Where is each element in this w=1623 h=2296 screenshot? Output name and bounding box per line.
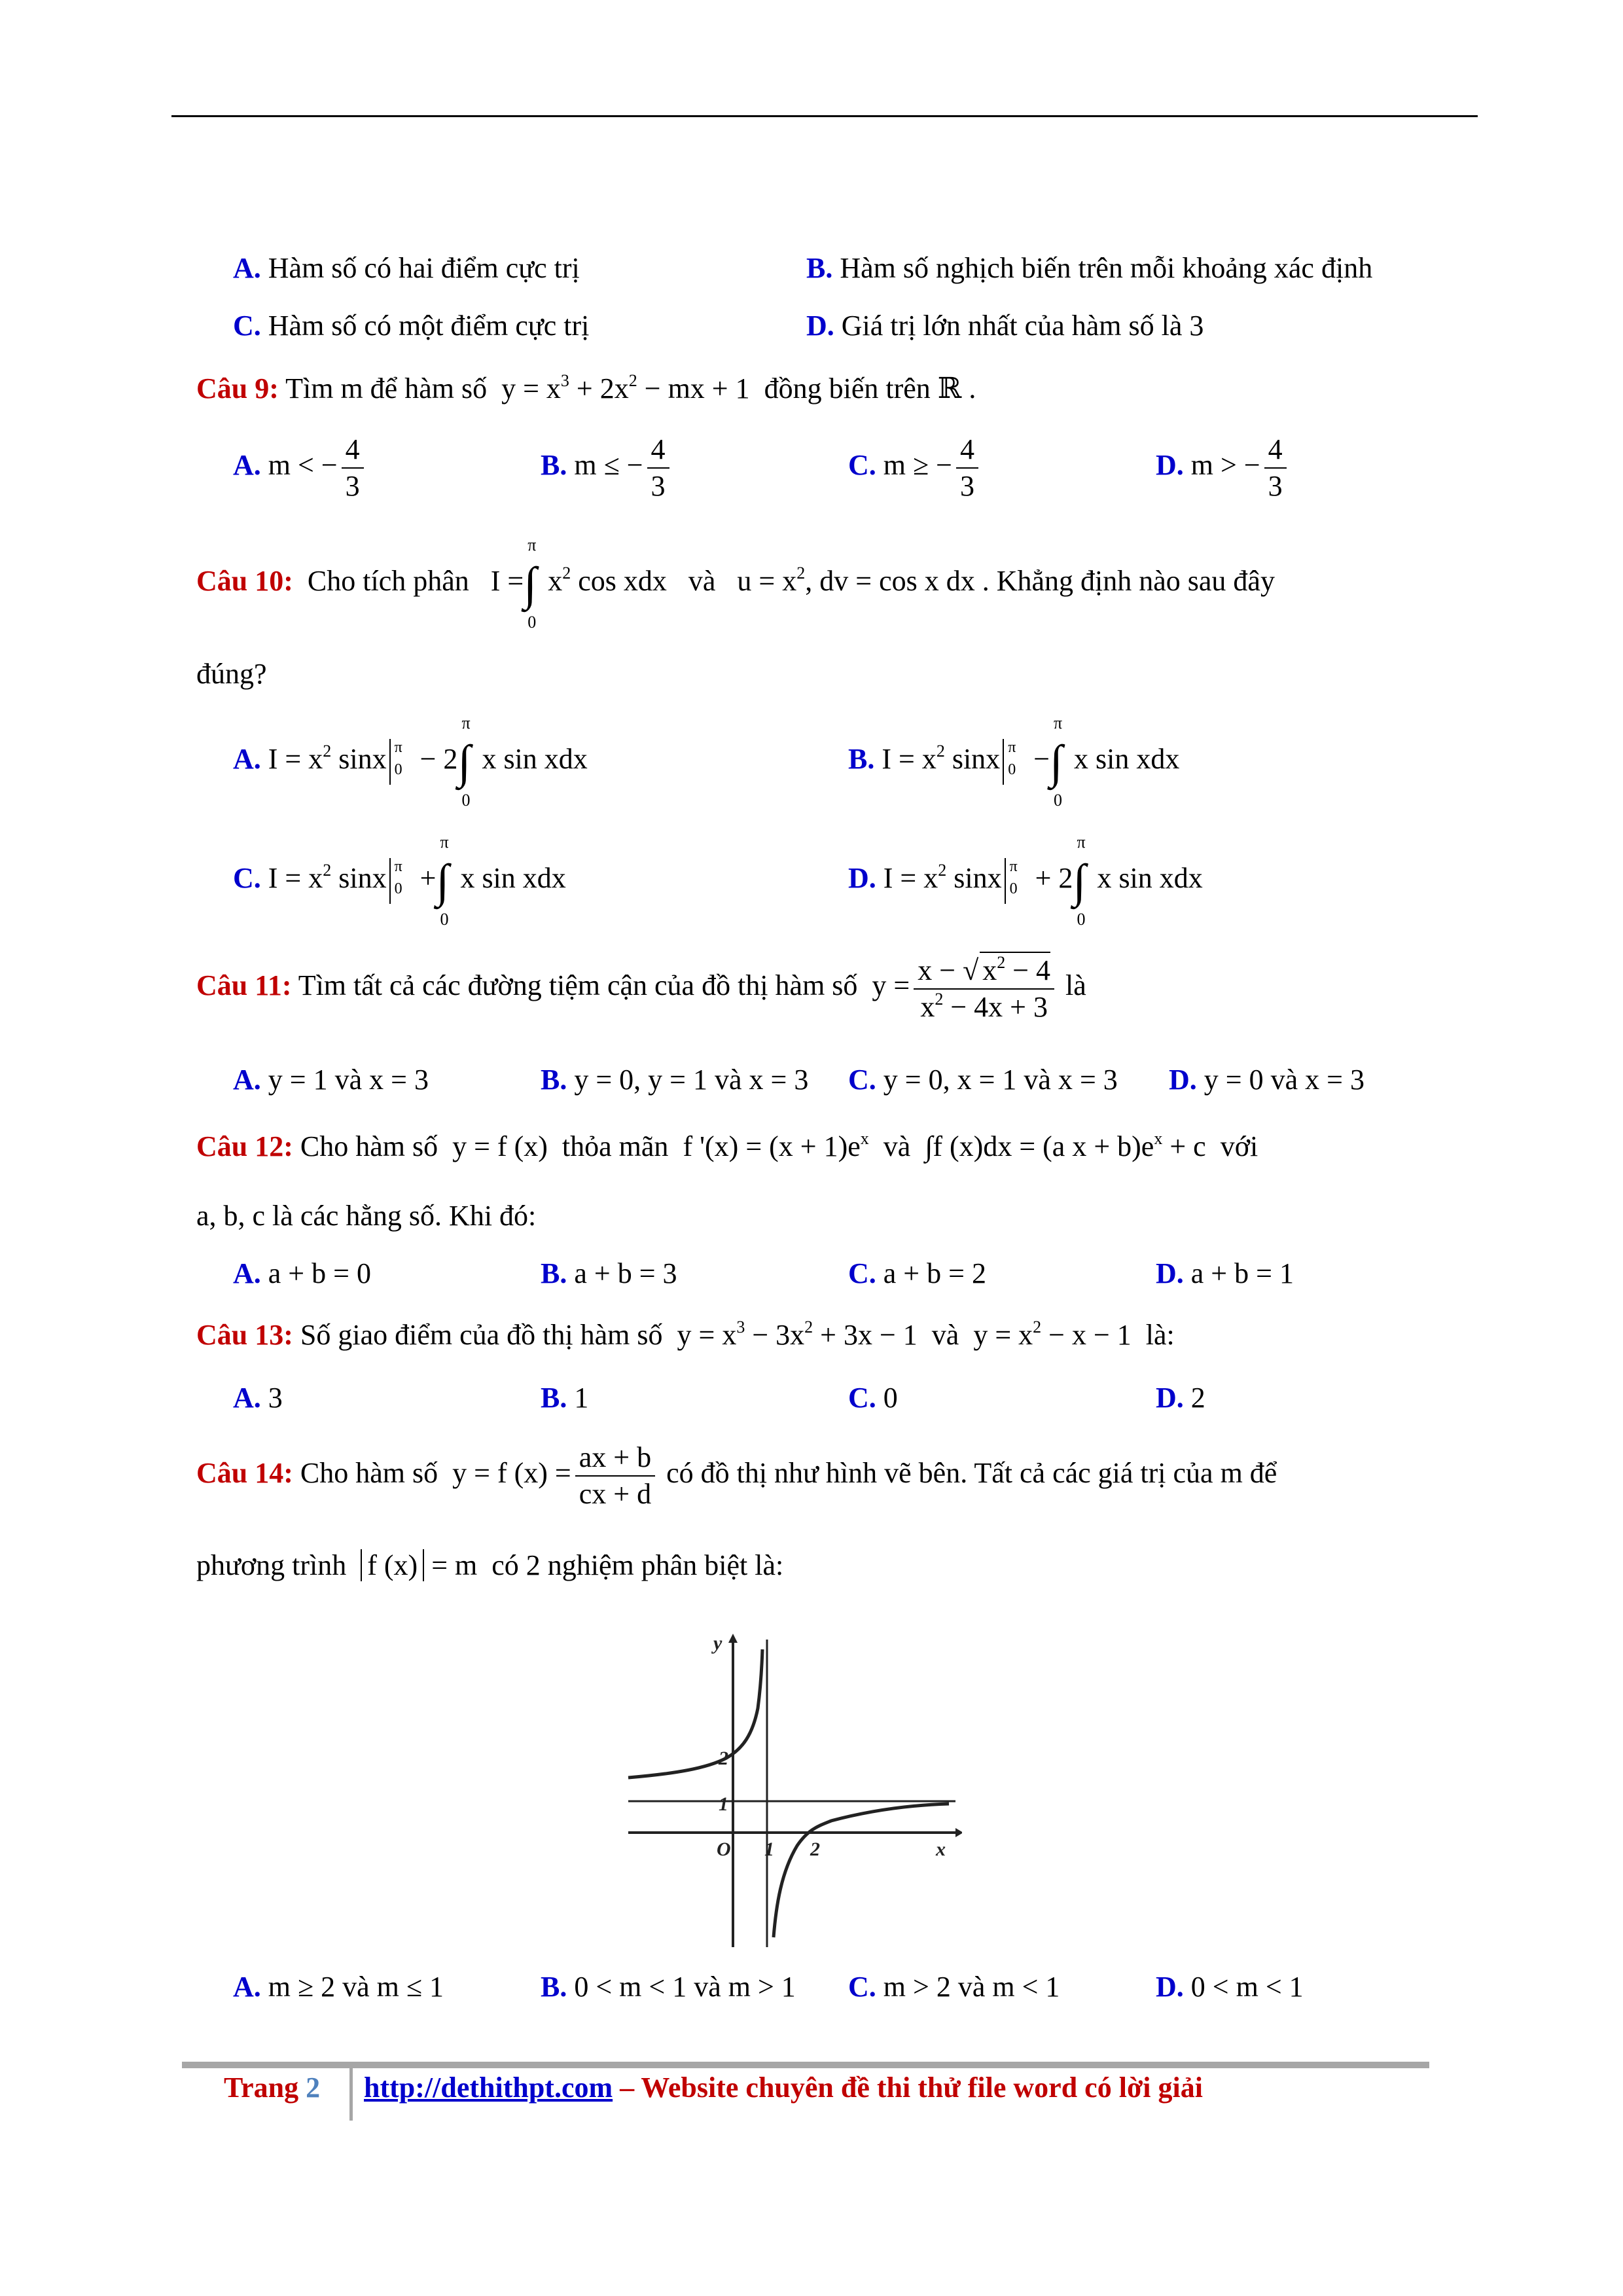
q13-option-c: C. 0 (848, 1382, 898, 1414)
q11-option-a: A. y = 1 và x = 3 (233, 1064, 429, 1096)
q9-option-c: C. m ≥ − $\frac{4}{3}$ (848, 432, 982, 504)
graph-curve-left (628, 1649, 762, 1778)
graph-x-arrow (955, 1828, 962, 1837)
q13-option-b: B. 1 (541, 1382, 589, 1414)
q12-option-d: D. a + b = 1 (1156, 1257, 1294, 1289)
q9-option-a: A. m < − $\frac{4}{3}$ (233, 432, 368, 504)
graph-tick-x1: 1 (764, 1839, 774, 1860)
footer-page-number: Trang 2 (224, 2072, 321, 2104)
q10-option-b: B. $I = x^2$ sinx π 0 − π ∫ 0 x sin xdx (848, 713, 1180, 810)
graph-y-label: y (713, 1632, 722, 1654)
q8-option-d: D. Giá trị lớn nhất của hàm số là 3 (806, 310, 1204, 342)
graph-curve-right (774, 1804, 949, 1937)
q10-option-a: A. $I = x^2$ sinx π 0 − 2 π ∫ 0 x sin xdx (233, 713, 588, 810)
q11-option-b: B. y = 0, y = 1 và x = 3 (541, 1064, 809, 1096)
q11-option-d: D. y = 0 và x = 3 (1169, 1064, 1364, 1096)
q9-option-d: D. m > − $\frac{4}{3}$ (1156, 432, 1291, 504)
footer-text: http://dethithpt.com – Website chuyên đề thi thử file word có lời giải (364, 2072, 1203, 2104)
q10-stem-cont: đúng? (196, 658, 267, 690)
q12-option-c: C. a + b = 2 (848, 1257, 986, 1289)
q11-stem: Câu 11: Tìm tất cả các đường tiệm cận của đồ thị hàm số y = $\frac{x - √ x^2 - 4}{x^2 - 4x + 3}$ là (196, 953, 1086, 1023)
q14-option-b: B. 0 < m < 1 và m > 1 (541, 1971, 796, 2003)
q14-option-d: D. 0 < m < 1 (1156, 1971, 1304, 2003)
q10-stem: Câu 10: Cho tích phân I = π ∫ 0 $x^2$ cos xdx và $u = x^2$, dv = cos x dx . Khẳng định nào sau đây (196, 535, 1275, 632)
footer-url-link[interactable]: http://dethithpt.com (364, 2072, 613, 2104)
q14-option-c: C. m > 2 và m < 1 (848, 1971, 1060, 2003)
footer-rule (182, 2062, 1429, 2068)
q8-option-c: C. Hàm số có một điểm cực trị (233, 310, 590, 342)
q10-option-c: C. $I = x^2$ sinx π 0 + π ∫ 0 x sin xdx (233, 833, 566, 929)
q12-option-b: B. a + b = 3 (541, 1257, 677, 1289)
q13-stem: Câu 13: Số giao điểm của đồ thị hàm số $y = x^3 - 3x^2 + 3x - 1$ và $y = x^2 - x - 1$ là: (196, 1318, 1175, 1351)
q9-option-b: B. m ≤ − $\frac{4}{3}$ (541, 432, 673, 504)
q12-option-a: A. a + b = 0 (233, 1257, 371, 1289)
q10-option-d: D. $I = x^2$ sinx π 0 + 2 π ∫ 0 x sin xdx (848, 833, 1203, 929)
q8-option-a: A. Hàm số có hai điểm cực trị (233, 252, 580, 284)
q11-option-c: C. y = 0, x = 1 và x = 3 (848, 1064, 1118, 1096)
q8-option-b: B. Hàm số nghịch biến trên mỗi khoảng xác định (806, 252, 1373, 284)
graph-x-label: x (936, 1839, 946, 1860)
q12-stem-cont: a, b, c là các hằng số. Khi đó: (196, 1200, 537, 1232)
header-rule (171, 115, 1478, 117)
graph-tick-y1: 1 (719, 1793, 728, 1815)
q14-stem-cont: phương trình f (x) = m có 2 nghiệm phân biệt là: (196, 1549, 784, 1581)
q14-option-a: A. m ≥ 2 và m ≤ 1 (233, 1971, 444, 2003)
q14-stem: Câu 14: Cho hàm số y = f (x) = $\frac{ax + b}{cx + d}$ có đồ thị như hình vẽ bên. Tất cả các giá trị của m để (196, 1441, 1277, 1510)
q13-option-a: A. 3 (233, 1382, 283, 1414)
q9-stem: Câu 9: Tìm m để hàm số $y = x^3 + 2x^2$ − mx + 1 đồng biến trên ℝ . (196, 371, 976, 404)
footer-separator (349, 2068, 353, 2121)
graph-tick-x2: 2 (810, 1839, 820, 1860)
q12-stem: Câu 12: Cho hàm số y = f (x) thỏa mãn f '$(x) = (x + 1)e^x$ và ∫f (x)dx = (a $x + b)e^x + c$ với (196, 1129, 1258, 1162)
graph-origin-label: O (717, 1839, 731, 1860)
q13-option-d: D. 2 (1156, 1382, 1205, 1414)
graph-tick-y2: 2 (719, 1748, 728, 1769)
graph-y-arrow (728, 1634, 738, 1643)
q14-graph (622, 1630, 962, 1950)
